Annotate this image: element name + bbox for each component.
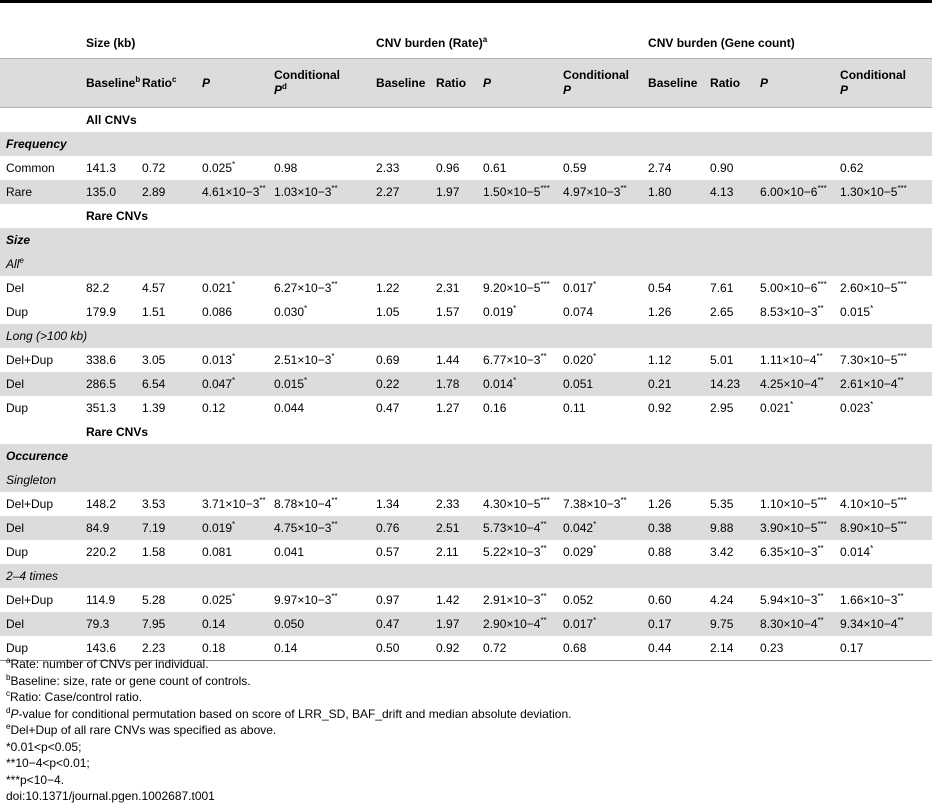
table-cell: 6.27×10−3** xyxy=(268,276,370,300)
significance-2: **10−4<p<0.01; xyxy=(6,756,90,770)
table-cell: 0.18 xyxy=(196,636,268,661)
row-label: Dup xyxy=(0,300,80,324)
table-cell: 148.2 xyxy=(80,492,136,516)
table-cell: 0.96 xyxy=(430,156,477,180)
table-cell: 141.3 xyxy=(80,156,136,180)
footnote-a: $^a$Rate: number of CNVs per individual. xyxy=(6,656,209,671)
table-cell: 4.30×10−5*** xyxy=(477,492,557,516)
significance-1: *0.01<p<0.05; xyxy=(6,739,82,754)
table-cell: 1.22 xyxy=(370,276,430,300)
table-cell: 0.021* xyxy=(754,396,834,420)
table-cell: 1.58 xyxy=(136,540,196,564)
table-cell: 0.014* xyxy=(834,540,932,564)
table-cell: 0.61 xyxy=(477,156,557,180)
table-cell: 0.47 xyxy=(370,612,430,636)
table-cell: 0.015* xyxy=(268,372,370,396)
top-rule xyxy=(0,0,932,3)
table-cell: 1.11×10−4** xyxy=(754,348,834,372)
table-cell: 0.62 xyxy=(834,156,932,180)
table-cell: 5.73×10−4** xyxy=(477,516,557,540)
table-cell: 5.28 xyxy=(136,588,196,612)
row-label: Dup xyxy=(0,540,80,564)
table-cell: 2.61×10−4** xyxy=(834,372,932,396)
table-cell: 1.12 xyxy=(642,348,704,372)
col-ratio: Ratio$^c$ xyxy=(136,59,196,108)
table-cell: 1.30×10−5*** xyxy=(834,180,932,204)
table-cell: 5.00×10−6*** xyxy=(754,276,834,300)
footnote-d: $^d$P-value for conditional permutation based on score of LRR_SD, BAF_drift and median absolute deviation. xyxy=(6,705,572,721)
table-cell xyxy=(754,156,834,180)
table-cell: 1.05 xyxy=(370,300,430,324)
col-baseline: Baseline$^b$ xyxy=(80,59,136,108)
table-row xyxy=(0,396,932,420)
row-label: Del xyxy=(0,276,80,300)
table-cell: 3.53 xyxy=(136,492,196,516)
table-cell: 0.98 xyxy=(268,156,370,180)
table-cell: 0.76 xyxy=(370,516,430,540)
table-cell: 179.9 xyxy=(80,300,136,324)
table-cell: 5.35 xyxy=(704,492,754,516)
footnote-e: $^e$Del+Dup of all rare CNVs was specified as above. xyxy=(6,722,277,737)
col-p: P xyxy=(754,59,834,108)
row-label: Dup xyxy=(0,636,80,661)
group-burden-rate: CNV burden (Rate)$^a$ xyxy=(376,35,488,50)
row-label: Del xyxy=(0,516,80,540)
table-cell: 0.92 xyxy=(642,396,704,420)
table-cell: 0.019* xyxy=(196,516,268,540)
table-cell: 4.61×10−3** xyxy=(196,180,268,204)
table-cell: 9.97×10−3** xyxy=(268,588,370,612)
table-cell: 8.78×10−4** xyxy=(268,492,370,516)
table-cell: 0.042* xyxy=(557,516,642,540)
col-ratio: Ratio xyxy=(704,59,754,108)
table-cell: 6.35×10−3** xyxy=(754,540,834,564)
table-cell: 2.33 xyxy=(370,156,430,180)
table-cell: 0.021* xyxy=(196,276,268,300)
table-cell: 0.044 xyxy=(268,396,370,420)
col-conditional-p: Conditional P xyxy=(834,59,932,108)
table-cell: 0.025* xyxy=(196,588,268,612)
table-cell: 2.14 xyxy=(704,636,754,661)
table-cell: 2.60×10−5*** xyxy=(834,276,932,300)
table-cell: 1.78 xyxy=(430,372,477,396)
table-cell: 1.03×10−3** xyxy=(268,180,370,204)
table-cell: 338.6 xyxy=(80,348,136,372)
group-burden-gene: CNV burden (Gene count) xyxy=(648,36,795,50)
subgroup-row: Long (>100 kb) xyxy=(0,324,932,348)
table-cell: 0.16 xyxy=(477,396,557,420)
col-conditional-p: Conditional P xyxy=(557,59,642,108)
cnv-table xyxy=(0,28,932,661)
group-row: Occurence xyxy=(0,444,932,468)
col-baseline: Baseline xyxy=(642,59,704,108)
table-cell: 0.050 xyxy=(268,612,370,636)
table-cell: 0.020* xyxy=(557,348,642,372)
table-cell: 351.3 xyxy=(80,396,136,420)
table-cell: 0.017* xyxy=(557,612,642,636)
table-cell: 2.65 xyxy=(704,300,754,324)
table-cell: 2.31 xyxy=(430,276,477,300)
table-cell: 0.88 xyxy=(642,540,704,564)
table-row xyxy=(0,612,932,636)
row-label: Del+Dup xyxy=(0,492,80,516)
table-cell: 0.074 xyxy=(557,300,642,324)
table-cell: 135.0 xyxy=(80,180,136,204)
table-cell: 0.030* xyxy=(268,300,370,324)
doi: doi:10.1371/journal.pgen.1002687.t001 xyxy=(6,789,215,803)
table-cell: 0.50 xyxy=(370,636,430,661)
table-cell: 4.10×10−5*** xyxy=(834,492,932,516)
table-cell: 4.25×10−4** xyxy=(754,372,834,396)
table-row xyxy=(0,588,932,612)
table-cell: 1.10×10−5*** xyxy=(754,492,834,516)
table-cell: 0.72 xyxy=(477,636,557,661)
group-row: Size xyxy=(0,228,932,252)
table-cell: 5.01 xyxy=(704,348,754,372)
table-cell: 0.47 xyxy=(370,396,430,420)
table-cell: 1.44 xyxy=(430,348,477,372)
table-cell: 0.54 xyxy=(642,276,704,300)
table-cell: 0.14 xyxy=(268,636,370,661)
table-cell: 3.05 xyxy=(136,348,196,372)
table-cell: 0.59 xyxy=(557,156,642,180)
table-cell: 5.22×10−3** xyxy=(477,540,557,564)
table-cell: 1.97 xyxy=(430,180,477,204)
table-cell: 0.11 xyxy=(557,396,642,420)
table-row xyxy=(0,276,932,300)
section-row: Rare CNVs xyxy=(86,209,149,223)
table-cell: 0.68 xyxy=(557,636,642,661)
table-cell: 1.66×10−3** xyxy=(834,588,932,612)
table-cell: 114.9 xyxy=(80,588,136,612)
footnote-c: $^c$Ratio: Case/control ratio. xyxy=(6,689,143,704)
table-cell: 0.69 xyxy=(370,348,430,372)
table-cell: 0.025* xyxy=(196,156,268,180)
table-cell: 79.3 xyxy=(80,612,136,636)
table-row xyxy=(0,372,932,396)
table-cell: 84.9 xyxy=(80,516,136,540)
row-label: Common xyxy=(0,156,80,180)
table-cell: 0.60 xyxy=(642,588,704,612)
table-cell: 0.38 xyxy=(642,516,704,540)
table-cell: 0.72 xyxy=(136,156,196,180)
table-cell: 0.12 xyxy=(196,396,268,420)
table-cell: 143.6 xyxy=(80,636,136,661)
table-cell: 14.23 xyxy=(704,372,754,396)
table-cell: 0.013* xyxy=(196,348,268,372)
table-cell: 8.53×10−3** xyxy=(754,300,834,324)
table-cell: 7.61 xyxy=(704,276,754,300)
table-cell: 4.75×10−3** xyxy=(268,516,370,540)
table-cell: 0.019* xyxy=(477,300,557,324)
table-cell: 82.2 xyxy=(80,276,136,300)
table-cell: 0.017* xyxy=(557,276,642,300)
table-cell: 2.89 xyxy=(136,180,196,204)
table-cell: 2.95 xyxy=(704,396,754,420)
table-cell: 9.20×10−5*** xyxy=(477,276,557,300)
col-p: P xyxy=(196,59,268,108)
table-cell: 2.23 xyxy=(136,636,196,661)
table-cell: 5.94×10−3** xyxy=(754,588,834,612)
section-row: All CNVs xyxy=(86,113,137,127)
subgroup-row: 2–4 times xyxy=(0,564,932,588)
table-row xyxy=(0,516,932,540)
table-cell: 7.95 xyxy=(136,612,196,636)
table-cell: 2.51×10−3* xyxy=(268,348,370,372)
table-cell: 0.17 xyxy=(834,636,932,661)
table-cell: 0.029* xyxy=(557,540,642,564)
table-cell: 3.90×10−5*** xyxy=(754,516,834,540)
table-cell: 2.90×10−4** xyxy=(477,612,557,636)
table-cell: 3.42 xyxy=(704,540,754,564)
table-cell: 8.90×10−5*** xyxy=(834,516,932,540)
table-cell: 6.00×10−6*** xyxy=(754,180,834,204)
table-cell: 9.34×10−4** xyxy=(834,612,932,636)
group-header-row xyxy=(0,28,932,59)
group-row: Frequency xyxy=(0,132,932,156)
table-cell: 1.26 xyxy=(642,492,704,516)
table-cell: 2.51 xyxy=(430,516,477,540)
table-cell: 1.34 xyxy=(370,492,430,516)
table-cell: 0.041 xyxy=(268,540,370,564)
footnote-b: $^b$Baseline: size, rate or gene count of controls. xyxy=(6,672,251,688)
col-baseline: Baseline xyxy=(370,59,430,108)
table-cell: 220.2 xyxy=(80,540,136,564)
table-cell: 1.51 xyxy=(136,300,196,324)
table-row xyxy=(0,348,932,372)
subgroup-row: Singleton xyxy=(0,468,932,492)
table-row xyxy=(0,540,932,564)
table-cell: 0.051 xyxy=(557,372,642,396)
table-cell: 0.015* xyxy=(834,300,932,324)
table-cell: 1.97 xyxy=(430,612,477,636)
table-cell: 4.57 xyxy=(136,276,196,300)
table-cell: 7.19 xyxy=(136,516,196,540)
table-cell: 1.42 xyxy=(430,588,477,612)
table-cell: 0.052 xyxy=(557,588,642,612)
table-cell: 6.54 xyxy=(136,372,196,396)
subgroup-row: All$^e$ xyxy=(0,252,932,276)
table-cell: 3.71×10−3** xyxy=(196,492,268,516)
table-cell: 6.77×10−3** xyxy=(477,348,557,372)
table-cell: 1.80 xyxy=(642,180,704,204)
table-cell: 0.23 xyxy=(754,636,834,661)
group-size: Size (kb) xyxy=(86,36,136,50)
table-cell: 0.14 xyxy=(196,612,268,636)
table-cell: 2.11 xyxy=(430,540,477,564)
col-p: P xyxy=(477,59,557,108)
table-cell: 0.44 xyxy=(642,636,704,661)
table-cell: 2.74 xyxy=(642,156,704,180)
column-header-row xyxy=(0,59,932,108)
footnotes xyxy=(6,656,571,805)
table-cell: 0.97 xyxy=(370,588,430,612)
table-cell: 0.023* xyxy=(834,396,932,420)
table-cell: 1.50×10−5*** xyxy=(477,180,557,204)
table-cell: 1.26 xyxy=(642,300,704,324)
table-cell: 2.33 xyxy=(430,492,477,516)
table-cell: 0.92 xyxy=(430,636,477,661)
table-cell: 1.57 xyxy=(430,300,477,324)
table-cell: 0.57 xyxy=(370,540,430,564)
table-cell: 1.39 xyxy=(136,396,196,420)
row-label: Del xyxy=(0,372,80,396)
table-cell: 2.91×10−3** xyxy=(477,588,557,612)
row-label: Dup xyxy=(0,396,80,420)
table-cell: 8.30×10−4** xyxy=(754,612,834,636)
table-row xyxy=(0,300,932,324)
row-label: Del xyxy=(0,612,80,636)
table-cell: 1.27 xyxy=(430,396,477,420)
section-row: Rare CNVs xyxy=(86,425,149,439)
table-cell: 4.13 xyxy=(704,180,754,204)
table-cell: 4.24 xyxy=(704,588,754,612)
table-cell: 0.081 xyxy=(196,540,268,564)
table-cell: 0.22 xyxy=(370,372,430,396)
table-cell: 0.17 xyxy=(642,612,704,636)
table-cell: 7.38×10−3** xyxy=(557,492,642,516)
table-cell: 9.75 xyxy=(704,612,754,636)
table-cell: 0.086 xyxy=(196,300,268,324)
table-cell: 4.97×10−3** xyxy=(557,180,642,204)
table-cell: 0.047* xyxy=(196,372,268,396)
table-cell: 0.014* xyxy=(477,372,557,396)
table-row xyxy=(0,180,932,204)
table-cell: 286.5 xyxy=(80,372,136,396)
significance-3: ***p<10−4. xyxy=(6,772,65,787)
table-cell: 0.21 xyxy=(642,372,704,396)
row-label: Del+Dup xyxy=(0,348,80,372)
table-row xyxy=(0,156,932,180)
row-label: Del+Dup xyxy=(0,588,80,612)
table-cell: 2.27 xyxy=(370,180,430,204)
table-cell: 9.88 xyxy=(704,516,754,540)
table-cell: 0.90 xyxy=(704,156,754,180)
col-conditional-p: Conditional $P^d$ xyxy=(268,59,370,108)
table-cell: 7.30×10−5*** xyxy=(834,348,932,372)
table-row xyxy=(0,492,932,516)
col-ratio: Ratio xyxy=(430,59,477,108)
row-label: Rare xyxy=(0,180,80,204)
